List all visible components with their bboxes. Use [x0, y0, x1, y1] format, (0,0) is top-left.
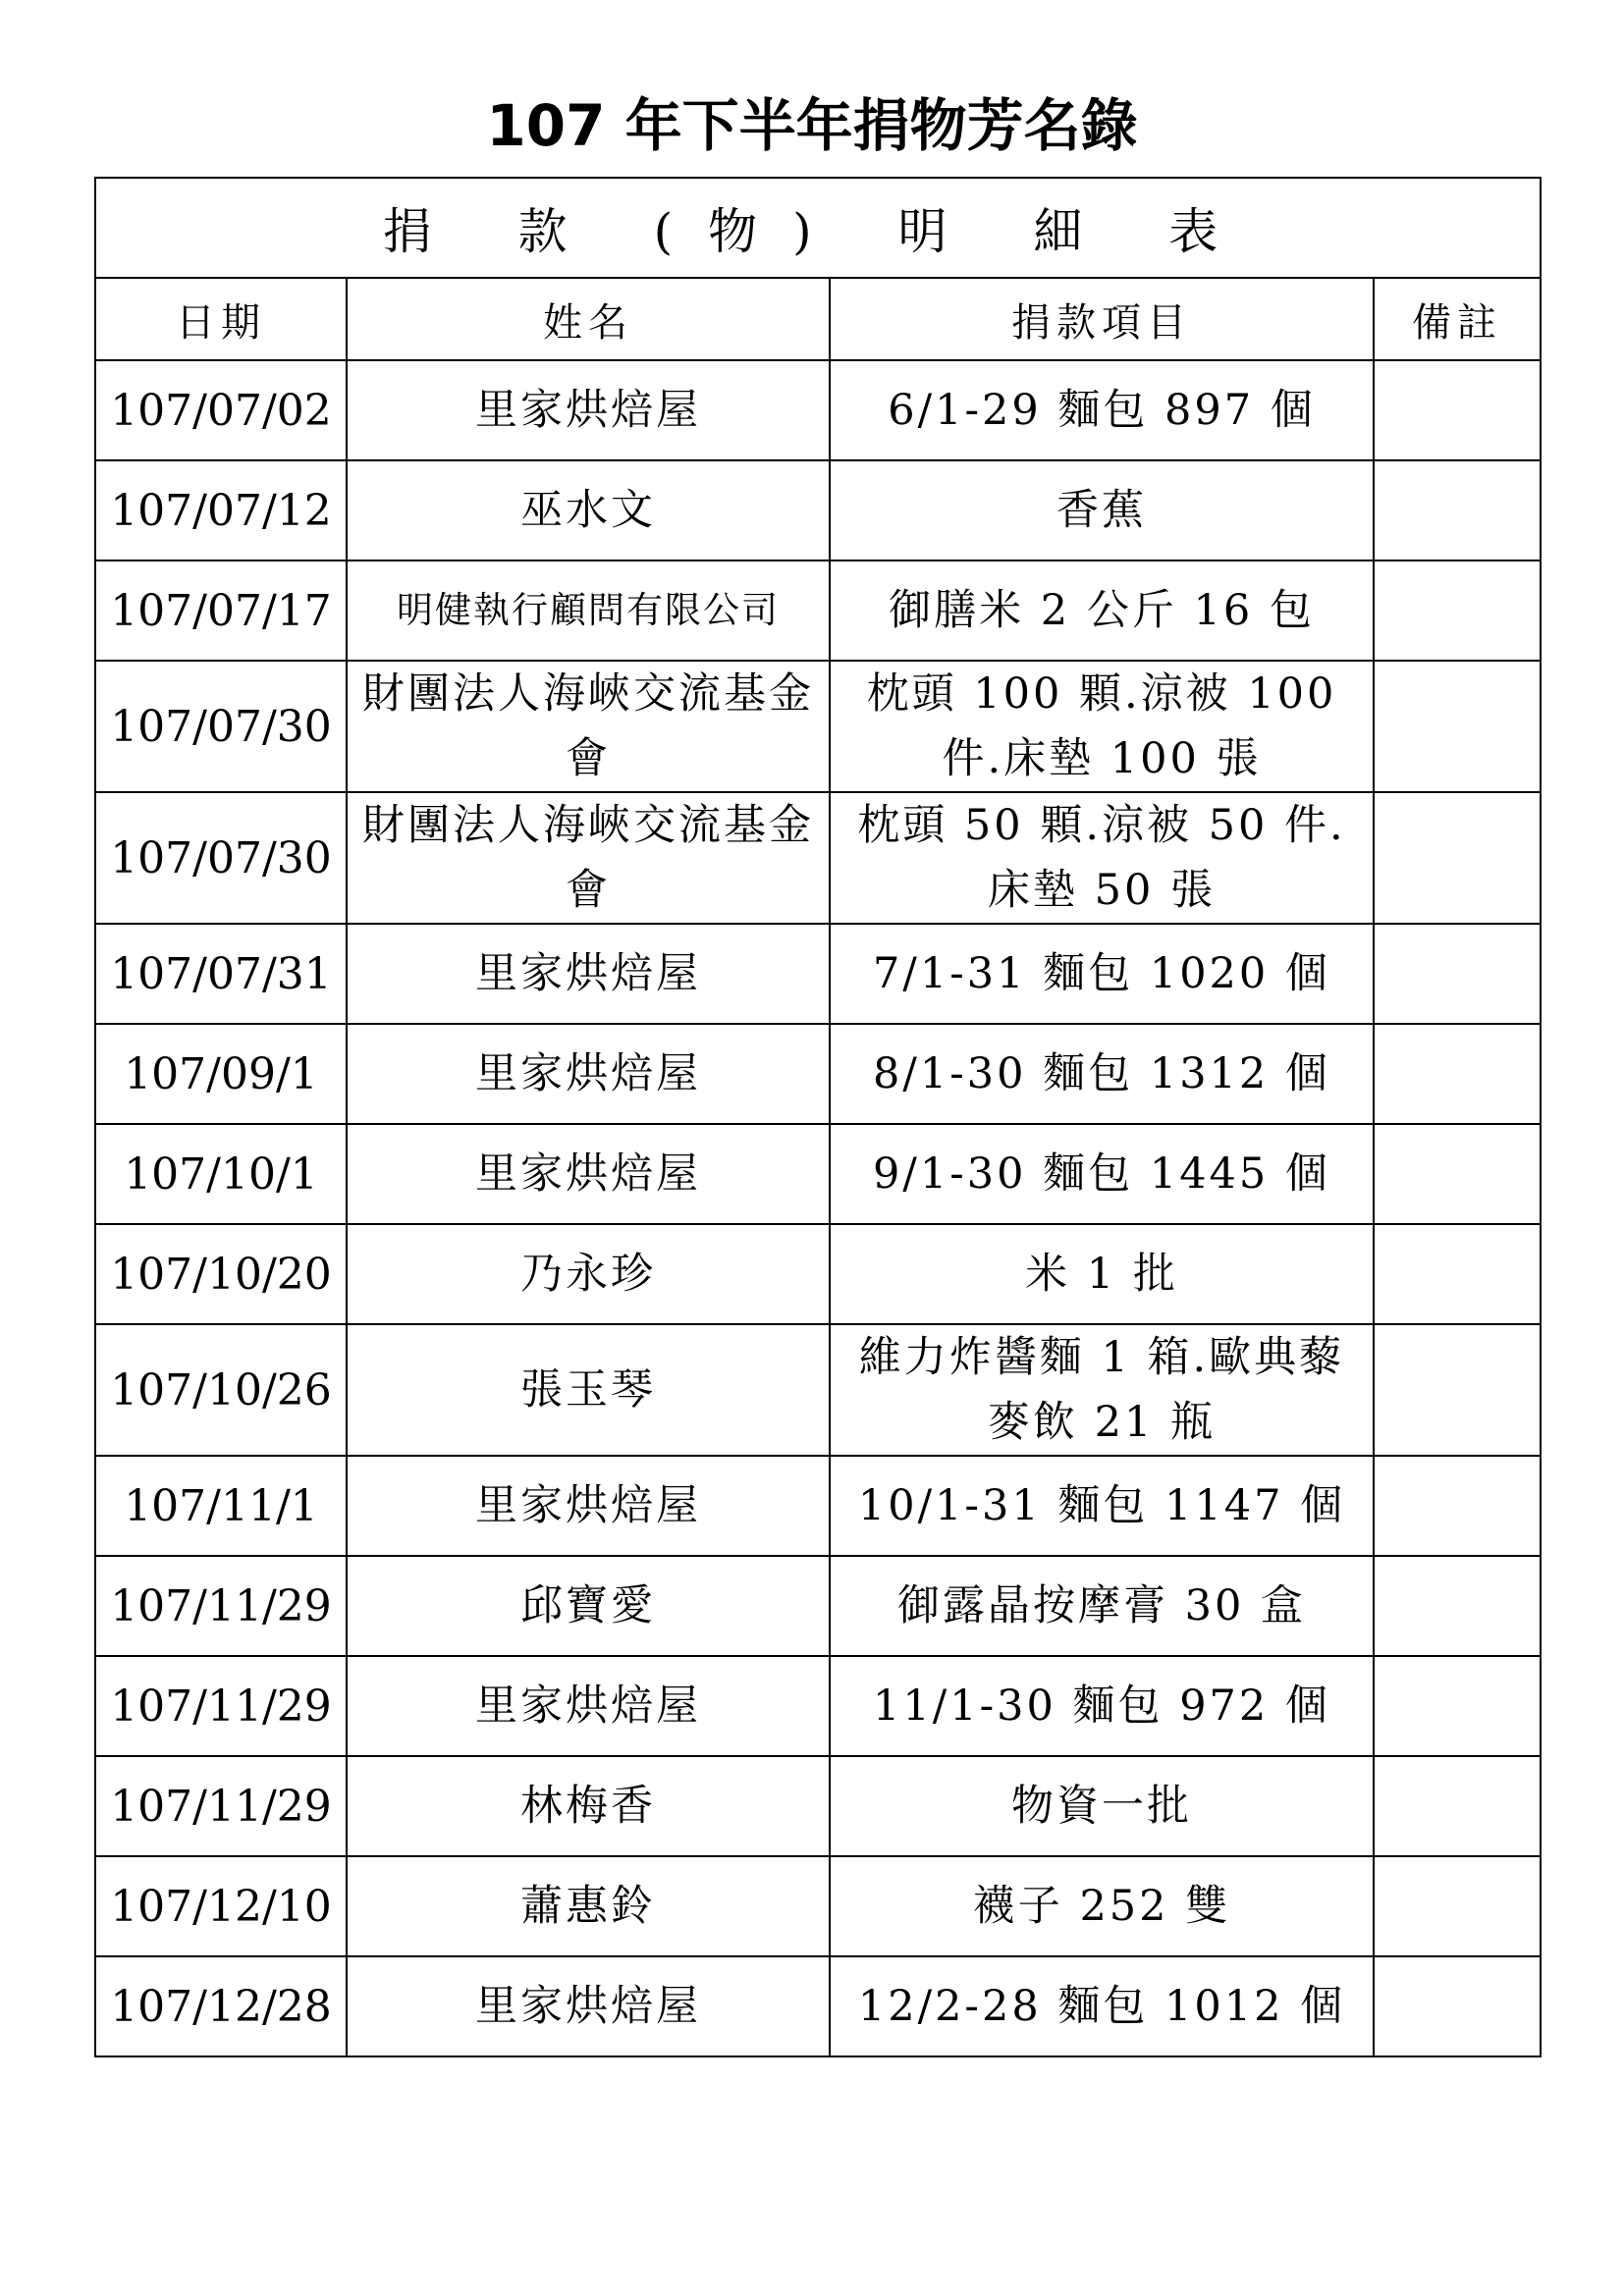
table-row: [95, 924, 1541, 1024]
donor-name-cell: 里家烘焙屋: [347, 1956, 830, 2056]
table-row: [95, 1856, 1541, 1956]
table-row: [95, 1556, 1541, 1656]
donation-item-cell: 10/1-31 麵包 1147 個: [830, 1456, 1374, 1556]
table-row: [95, 561, 1541, 661]
date-cell: 107/11/29: [95, 1556, 347, 1656]
donor-name-cell: 邱寶愛: [347, 1556, 830, 1656]
donor-name-cell: 里家烘焙屋: [347, 1656, 830, 1756]
table-caption: 捐 款 (物) 明 細 表: [95, 178, 1541, 278]
date-cell: 107/10/20: [95, 1224, 347, 1324]
date-cell: 107/11/29: [95, 1656, 347, 1756]
donor-name-cell: 明健執行顧問有限公司: [347, 561, 830, 661]
date-cell: 107/12/28: [95, 1956, 347, 2056]
date-cell: 107/10/26: [95, 1324, 347, 1456]
table-row: [95, 1756, 1541, 1856]
donor-name-cell: 里家烘焙屋: [347, 1124, 830, 1224]
donor-name-cell: 財團法人海峽交流基金會: [347, 661, 830, 792]
date-cell: 107/10/1: [95, 1124, 347, 1224]
date-cell: 107/07/17: [95, 561, 347, 661]
note-cell: [1374, 1224, 1541, 1324]
note-cell: [1374, 360, 1541, 460]
note-cell: [1374, 460, 1541, 561]
donation-item-cell: 物資一批: [830, 1756, 1374, 1856]
date-cell: 107/09/1: [95, 1024, 347, 1124]
donation-item-cell: 米 1 批: [830, 1224, 1374, 1324]
donor-name-cell: 林梅香: [347, 1756, 830, 1856]
note-cell: [1374, 661, 1541, 792]
note-cell: [1374, 1124, 1541, 1224]
table-row: [95, 1224, 1541, 1324]
donation-item-cell: 襪子 252 雙: [830, 1856, 1374, 1956]
note-cell: [1374, 1856, 1541, 1956]
donation-item-cell: 枕頭 50 顆.涼被 50 件.床墊 50 張: [830, 792, 1374, 924]
date-cell: 107/07/12: [95, 460, 347, 561]
note-cell: [1374, 1024, 1541, 1124]
donor-name-cell: 巫水文: [347, 460, 830, 561]
note-cell: [1374, 1324, 1541, 1456]
donor-name-cell: 蕭惠鈴: [347, 1856, 830, 1956]
date-cell: 107/07/02: [95, 360, 347, 460]
note-cell: [1374, 1956, 1541, 2056]
table-row: [95, 460, 1541, 561]
note-cell: [1374, 1656, 1541, 1756]
donation-item-cell: 8/1-30 麵包 1312 個: [830, 1024, 1374, 1124]
date-cell: 107/07/30: [95, 792, 347, 924]
table-row: [95, 792, 1541, 924]
donation-item-cell: 御露晶按摩膏 30 盒: [830, 1556, 1374, 1656]
table-row: [95, 1124, 1541, 1224]
table-row: [95, 1024, 1541, 1124]
date-cell: 107/07/31: [95, 924, 347, 1024]
donation-item-cell: 11/1-30 麵包 972 個: [830, 1656, 1374, 1756]
date-cell: 107/07/30: [95, 661, 347, 792]
donor-name-cell: 里家烘焙屋: [347, 360, 830, 460]
donor-name-cell: 乃永珍: [347, 1224, 830, 1324]
donation-table: [94, 177, 1542, 2057]
table-row: [95, 1456, 1541, 1556]
column-header-name: 姓名: [347, 278, 830, 360]
table-row: [95, 1324, 1541, 1456]
table-row: [95, 1656, 1541, 1756]
date-cell: 107/12/10: [95, 1856, 347, 1956]
note-cell: [1374, 924, 1541, 1024]
note-cell: [1374, 1556, 1541, 1656]
donor-name-cell: 張玉琴: [347, 1324, 830, 1456]
date-cell: 107/11/1: [95, 1456, 347, 1556]
note-cell: [1374, 1756, 1541, 1856]
donor-name-cell: 里家烘焙屋: [347, 924, 830, 1024]
note-cell: [1374, 792, 1541, 924]
page-title: 107 年下半年捐物芳名錄: [486, 92, 1138, 159]
date-cell: 107/11/29: [95, 1756, 347, 1856]
donor-name-cell: 里家烘焙屋: [347, 1024, 830, 1124]
note-cell: [1374, 1456, 1541, 1556]
donor-name-cell: 財團法人海峽交流基金會: [347, 792, 830, 924]
column-header-item: 捐款項目: [830, 278, 1374, 360]
donor-name-cell: 里家烘焙屋: [347, 1456, 830, 1556]
table-row: [95, 661, 1541, 792]
donation-item-cell: 枕頭 100 顆.涼被 100 件.床墊 100 張: [830, 661, 1374, 792]
donation-item-cell: 6/1-29 麵包 897 個: [830, 360, 1374, 460]
donation-item-cell: 御膳米 2 公斤 16 包: [830, 561, 1374, 661]
column-header-note: 備註: [1374, 278, 1541, 360]
note-cell: [1374, 561, 1541, 661]
donation-item-cell: 9/1-30 麵包 1445 個: [830, 1124, 1374, 1224]
donation-item-cell: 7/1-31 麵包 1020 個: [830, 924, 1374, 1024]
table-row: [95, 1956, 1541, 2056]
column-header-date: 日期: [95, 278, 347, 360]
donation-item-cell: 維力炸醬麵 1 箱.歐典藜麥飲 21 瓶: [830, 1324, 1374, 1456]
table-row: [95, 360, 1541, 460]
donation-item-cell: 12/2-28 麵包 1012 個: [830, 1956, 1374, 2056]
donation-item-cell: 香蕉: [830, 460, 1374, 561]
